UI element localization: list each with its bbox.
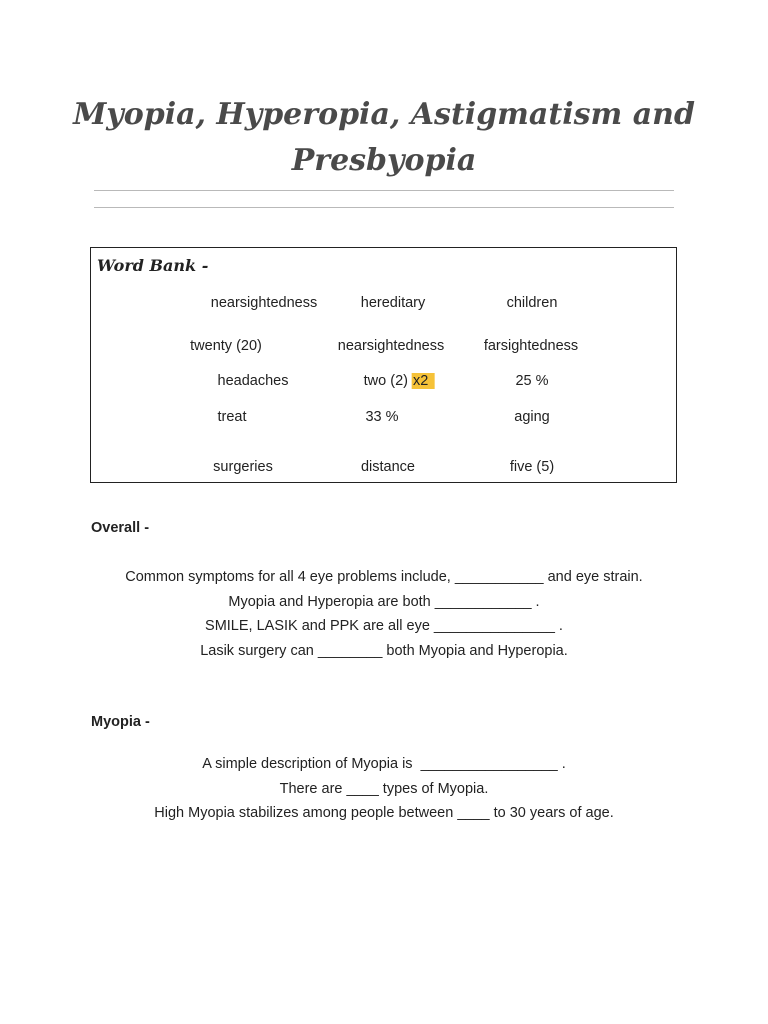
page-title-line-2: Presbyopia (291, 143, 477, 178)
word-bank-heading: Word Bank - (97, 256, 209, 275)
word-bank-word: five (5) (509, 459, 555, 475)
word-bank-word: distance (360, 459, 416, 475)
overall-questions (0, 565, 768, 663)
word-bank-word: treat (217, 409, 247, 425)
overall-question: Common symptoms for all 4 eye problems include, ___________ and eye strain. (125, 569, 643, 585)
overall-question: Myopia and Hyperopia are both ____________ . (228, 593, 540, 610)
word-bank-word: headaches (217, 373, 289, 389)
myopia-question: High Myopia stabilizes among people between ____ to 30 years of age. (154, 805, 614, 821)
word-bank-word: nearsightedness (337, 338, 445, 354)
myopia-question: A simple description of Myopia is _________________ . (202, 756, 566, 772)
page-title-line-1: Myopia, Hyperopia, Astigmatism and (73, 97, 695, 132)
myopia-questions (0, 752, 768, 826)
word-bank-word: nearsightedness (210, 295, 318, 311)
myopia-heading: Myopia - (91, 714, 150, 730)
overall-question: SMILE, LASIK and PPK are all eye _______________ . (205, 618, 563, 634)
word-bank-word: two (2) (363, 373, 408, 389)
myopia-question: There are ____ types of Myopia. (279, 780, 489, 797)
page-title (0, 92, 768, 184)
overall-question: Lasik surgery can ________ both Myopia and Hyperopia. (200, 642, 568, 659)
overall-heading: Overall - (91, 520, 150, 536)
word-bank-word: twenty (20) (190, 338, 262, 354)
title-divider-bottom (94, 207, 674, 208)
highlight-note: x2 (412, 373, 434, 389)
word-bank-box (90, 247, 677, 483)
word-bank-word: children (506, 295, 558, 311)
word-bank-word: farsightedness (483, 338, 579, 354)
word-bank-word: 33 % (365, 409, 399, 425)
word-bank-word: surgeries (213, 459, 273, 475)
word-bank-word: hereditary (360, 295, 426, 311)
title-divider-top (94, 190, 674, 191)
word-bank-word-with-note (364, 373, 435, 389)
word-bank-word: aging (514, 409, 550, 425)
word-bank-word: 25 % (515, 373, 549, 389)
